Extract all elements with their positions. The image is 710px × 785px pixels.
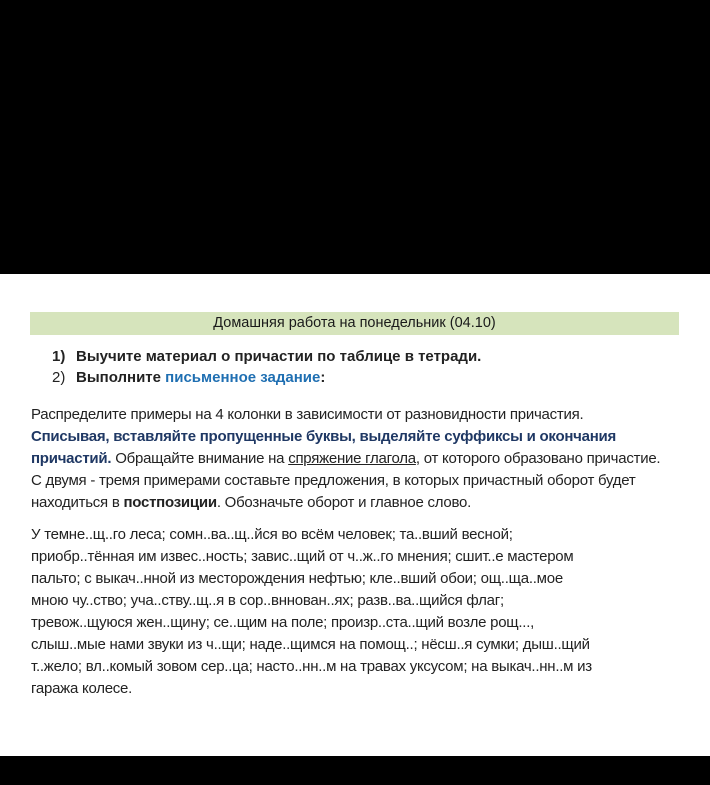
task-number: 2) bbox=[52, 369, 66, 386]
example-line: приобр..тённая им извес..ность; завис..щий от ч..ж..го мнения; сшит..е мастером bbox=[31, 548, 574, 565]
example-line: У темне..щ..го леса; сомн..ва..щ..йся во всём человек; та..вший весной; bbox=[31, 526, 513, 543]
task-list bbox=[52, 346, 481, 388]
example-line: гаража колесе. bbox=[31, 680, 133, 697]
instruction-bold: Списывая, вставляйте пропущенные буквы, выделяйте суффиксы и окончания причастий. bbox=[31, 428, 616, 467]
instruction-paragraph-3 bbox=[31, 470, 681, 514]
example-line: пальто; с выкач..нной из месторождения нефтью; кле..вший обои; ощ..ща..мое bbox=[31, 570, 563, 587]
task-item bbox=[52, 367, 481, 388]
task-text: Выучите материал о причастии по таблице в тетради. bbox=[76, 348, 482, 365]
instruction-text: Обращайте внимание на bbox=[111, 450, 289, 467]
task-label: Выполните bbox=[76, 369, 161, 386]
task-item bbox=[52, 346, 481, 367]
instruction-text: С двумя - тремя примерами составьте предложения, в которых причастный оборот будет находиться в bbox=[31, 472, 636, 511]
written-task-link[interactable]: письменное задание bbox=[165, 369, 321, 386]
task-suffix: : bbox=[320, 369, 326, 386]
assignment-body bbox=[31, 404, 681, 700]
example-line: т..жело; вл..комый зовом сер..ца; насто..нн..м на травах уксусом; на выкач..нн..м из bbox=[31, 658, 592, 675]
instruction-text: . Обозначьте оборот и главное слово. bbox=[216, 494, 472, 511]
instruction-paragraph-2 bbox=[31, 426, 681, 470]
instruction-paragraph-1: Распределите примеры на 4 колонки в зависимости от разновидности причастия. bbox=[31, 406, 584, 423]
instruction-text: , от которого образовано причастие. bbox=[415, 450, 661, 467]
examples-block bbox=[31, 524, 681, 700]
conjugation-term: спряжение глагола bbox=[288, 450, 416, 467]
example-line: мною чу..ство; уча..ству..щ..я в сор..вннован..ях; разв..ва..щийся флаг; bbox=[31, 592, 504, 609]
document-page bbox=[0, 274, 710, 756]
header-title: Домашняя работа на понедельник (04.10) bbox=[30, 312, 679, 335]
example-line: слыш..мые нами звуки из ч..щи; наде..щимся на помощ..; нёсш..я сумки; дыш..щий bbox=[31, 636, 590, 653]
postposition-term: постпозиции bbox=[123, 494, 217, 511]
example-line: тревож..щуюся жен..щину; се..щим на поле; произр..ста..щий возле рощ..., bbox=[31, 614, 535, 631]
task-number: 1) bbox=[52, 348, 66, 365]
